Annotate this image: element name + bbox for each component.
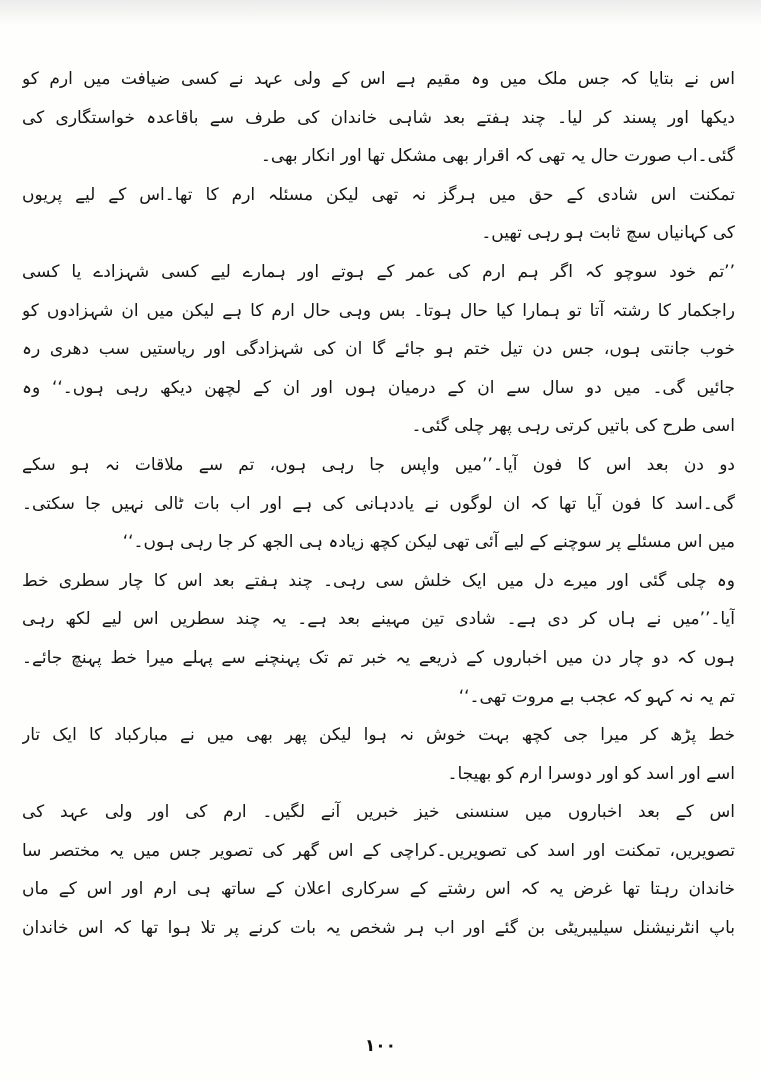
text-line: آیا۔’’میں نے ہاں کر دی ہے۔ شادی تین مہینے بعد ہے۔ یہ چند سطریں اس لیے لکھ رہی <box>22 609 735 630</box>
scan-edge <box>0 0 761 26</box>
page-number: ۱۰۰ <box>364 1036 397 1056</box>
text-line: گئی۔اب صورت حال یہ تھی کہ اقرار بھی مشکل تھا اور انکار بھی۔ <box>260 146 735 167</box>
text-line: وہ چلی گئی اور میرے دل میں ایک خلش سی رہی۔ چند ہفتے بعد اس کا چار سطری خط <box>22 570 735 591</box>
text-line: باپ انٹرنیشنل سیلیبریٹی بن گئے اور اب ہر شخص یہ بات کرنے پر تلا ہوا تھا کہ اس خاندان <box>22 918 735 939</box>
text-line: اسے اور اسد کو اور دوسرا ارم کو بھیجا۔ <box>447 763 735 784</box>
text-line: خاندان رہتا تھا غرض یہ کہ اس رشتے کے سرکاری اعلان کے ساتھ ہی ارم اور اس کے ماں <box>22 879 735 900</box>
text-line: اس نے بتایا کہ جس ملک میں وہ مقیم ہے اس کے ولی عہد نے کسی ضیافت میں ارم کو <box>22 69 735 89</box>
text-line: دو دن بعد اس کا فون آیا۔’’میں واپس جا رہی ہوں، تم سے ملاقات نہ ہو سکے <box>22 454 735 475</box>
text-line: خوب جانتی ہوں، جس دن تیل ختم ہو جائے گا ان کی شہزادگی اور ریاستیں سب دھری رہ <box>22 339 735 360</box>
text-line: کی کہانیاں سچ ثابت ہو رہی تھیں۔ <box>481 223 735 244</box>
text-line: تم یہ نہ کہو کہ عجب بے مروت تھی۔‘‘ <box>458 686 735 707</box>
text-line: راجکمار کا رشتہ آتا تو ہمارا کیا حال ہوتا۔ بس وہی حال ارم کا ہے لیکن میں ان شہزادوں کو <box>22 300 735 321</box>
text-line: اسی طرح کی باتیں کرتی رہی پھر چلی گئی۔ <box>411 416 735 437</box>
page-text <box>22 60 735 948</box>
text-line: خط پڑھ کر میرا جی کچھ بہت خوش نہ ہوا لیکن پھر بھی میں نے مبارکباد کا ایک تار <box>22 725 735 746</box>
text-line: تمکنت اس شادی کے حق میں ہرگز نہ تھی لیکن مسئلہ ارم کا تھا۔اس کے لیے پریوں <box>22 184 735 205</box>
text-line: اس کے بعد اخباروں میں سنسنی خیز خبریں آنے لگیں۔ ارم کی اور ولی عہد کی <box>22 802 735 823</box>
text-line: دیکھا اور پسند کر لیا۔ چند ہفتے بعد شاہی خاندان کی طرف سے باقاعدہ خواستگاری کی <box>22 107 735 128</box>
text-line: تصویریں، تمکنت اور اسد کی تصویریں۔کراچی کے اس گھر کی تصویر جس میں یہ مختصر سا <box>22 840 735 861</box>
text-line: جائیں گی۔ میں دو سال سے ان کے درمیان ہوں اور ان کے لچھن دیکھ رہی ہوں۔‘‘ وہ <box>22 377 735 398</box>
text-line: ہوں کہ دو چار دن میں اخباروں کے ذریعے یہ خبر تم تک پہنچنے سے پہلے میرا خط پہنچ جائے۔ <box>22 647 735 668</box>
text-line: میں اس مسئلے پر سوچنے کے لیے آئی تھی لیکن کچھ زیادہ ہی الجھ کر جا رہی ہوں۔‘‘ <box>122 532 735 553</box>
text-line: ’’تم خود سوچو کہ اگر ہم ارم کی عمر کے ہوتے اور ہمارے لیے کسی شہزادے یا کسی <box>22 261 735 282</box>
text-line: گی۔اسد کا فون آیا تھا کہ ان لوگوں نے یاددہانی کی ہے اور اب بات ٹالی نہیں جا سکتی۔ <box>22 493 735 514</box>
